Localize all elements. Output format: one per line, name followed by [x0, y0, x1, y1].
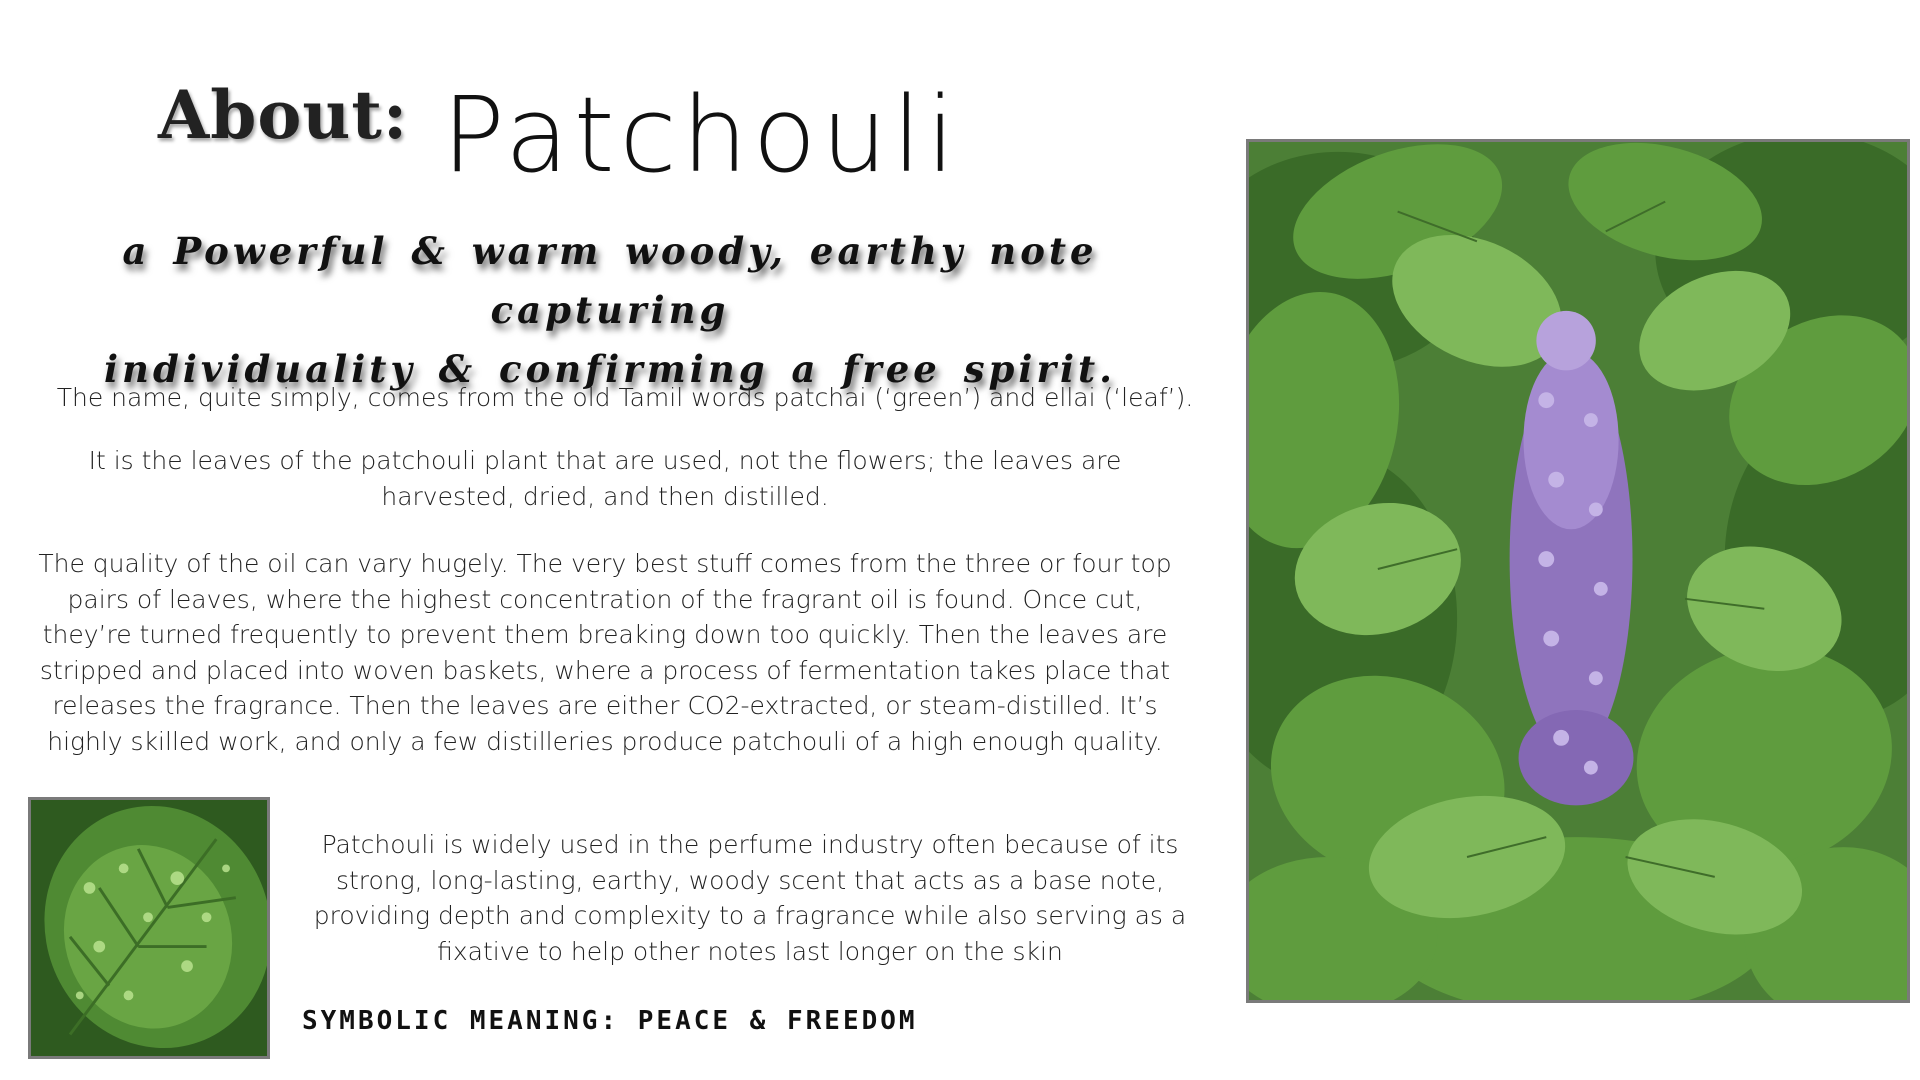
- tagline-line-1: a Powerful & warm woody, earthy note capturing: [122, 229, 1098, 332]
- paragraph-name-origin: The name, quite simply, comes from the old Tamil words patchai (‘green’) and ellai (‘leaf’).: [56, 383, 1194, 412]
- about-label: About:: [158, 76, 409, 154]
- patchouli-leaf-photo: [28, 797, 270, 1059]
- paragraph-oil-quality: The quality of the oil can vary hugely. The very best stuff comes from the three or four top pairs of leaves, where the highest concentration of the fragrant oil is found. Once cut, they’re turned frequently to prevent them breaking down too quickly. Then the leaves are stripped and placed into woven baskets, where a process of fermentation takes place that releases the fragrance. Then the leaves are either CO2-extracted, or steam-distilled. It’s highly skilled work, and only a few distilleries produce patchouli of a high enough quality.: [38, 549, 1172, 756]
- page-title: Patchouli: [442, 74, 960, 196]
- tagline: [80, 222, 1140, 399]
- symbolic-meaning: SYMBOLIC MEANING: PEACE & FREEDOM: [302, 1006, 918, 1036]
- paragraph-perfume-use: Patchouli is widely used in the perfume industry often because of its strong, long-lasting, earthy, woody scent that acts as a base note, providing depth and complexity to a fragrance while also serving as a fixative to help other notes last longer on the skin: [313, 830, 1187, 966]
- tagline-line-2: individuality & confirming a free spirit.: [104, 347, 1116, 391]
- patchouli-plant-photo: [1246, 139, 1910, 1003]
- paragraph-leaves-used: It is the leaves of the patchouli plant that are used, not the flowers; the leaves are harvested, dried, and then distilled.: [88, 446, 1122, 511]
